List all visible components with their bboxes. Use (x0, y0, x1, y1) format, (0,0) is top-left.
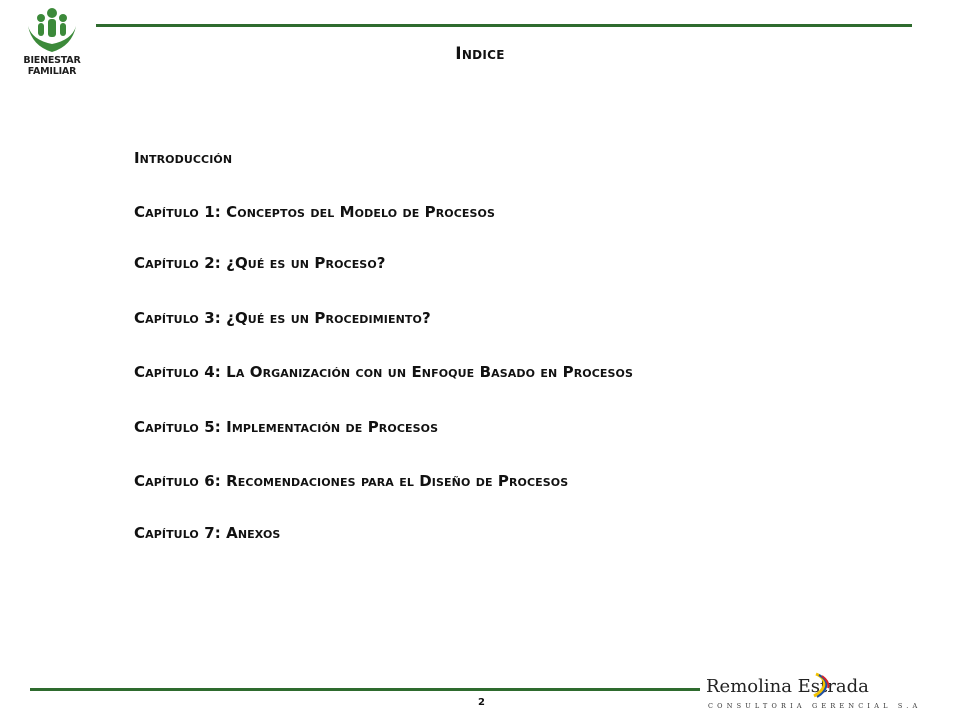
brand-name: Remolina Estrada (706, 676, 869, 697)
bottom-rule (30, 688, 700, 691)
toc-item-capitulo-5: Capítulo 5: Implementación de Procesos (134, 418, 439, 436)
toc-item-capitulo-2: Capítulo 2: ¿Qué es un Proceso? (134, 254, 386, 272)
logo-line1: BIENESTAR (23, 55, 81, 66)
toc-item-capitulo-3: Capítulo 3: ¿Qué es un Procedimiento? (134, 309, 431, 327)
toc-item-capitulo-6: Capítulo 6: Recomendaciones para el Diseño de Procesos (134, 472, 569, 490)
logo-line2: FAMILIAR (27, 66, 77, 77)
toc-item-capitulo-4: Capítulo 4: La Organización con un Enfoque Basado en Procesos (134, 363, 634, 381)
flag-swoosh-icon (812, 672, 830, 698)
page-number: 2 (478, 697, 485, 708)
top-rule (96, 24, 912, 27)
toc-item-capitulo-1: Capítulo 1: Conceptos del Modelo de Procesos (134, 203, 496, 221)
remolina-estrada-logo (706, 676, 922, 712)
toc-item-introduccion: Introducción (134, 149, 233, 167)
toc-item-capitulo-7: Capítulo 7: Anexos (134, 524, 281, 542)
page-title: Indice (455, 44, 505, 64)
brand-tagline: CONSULTORIA GERENCIAL S.A (708, 702, 922, 710)
bienestar-familiar-logo (16, 6, 88, 76)
